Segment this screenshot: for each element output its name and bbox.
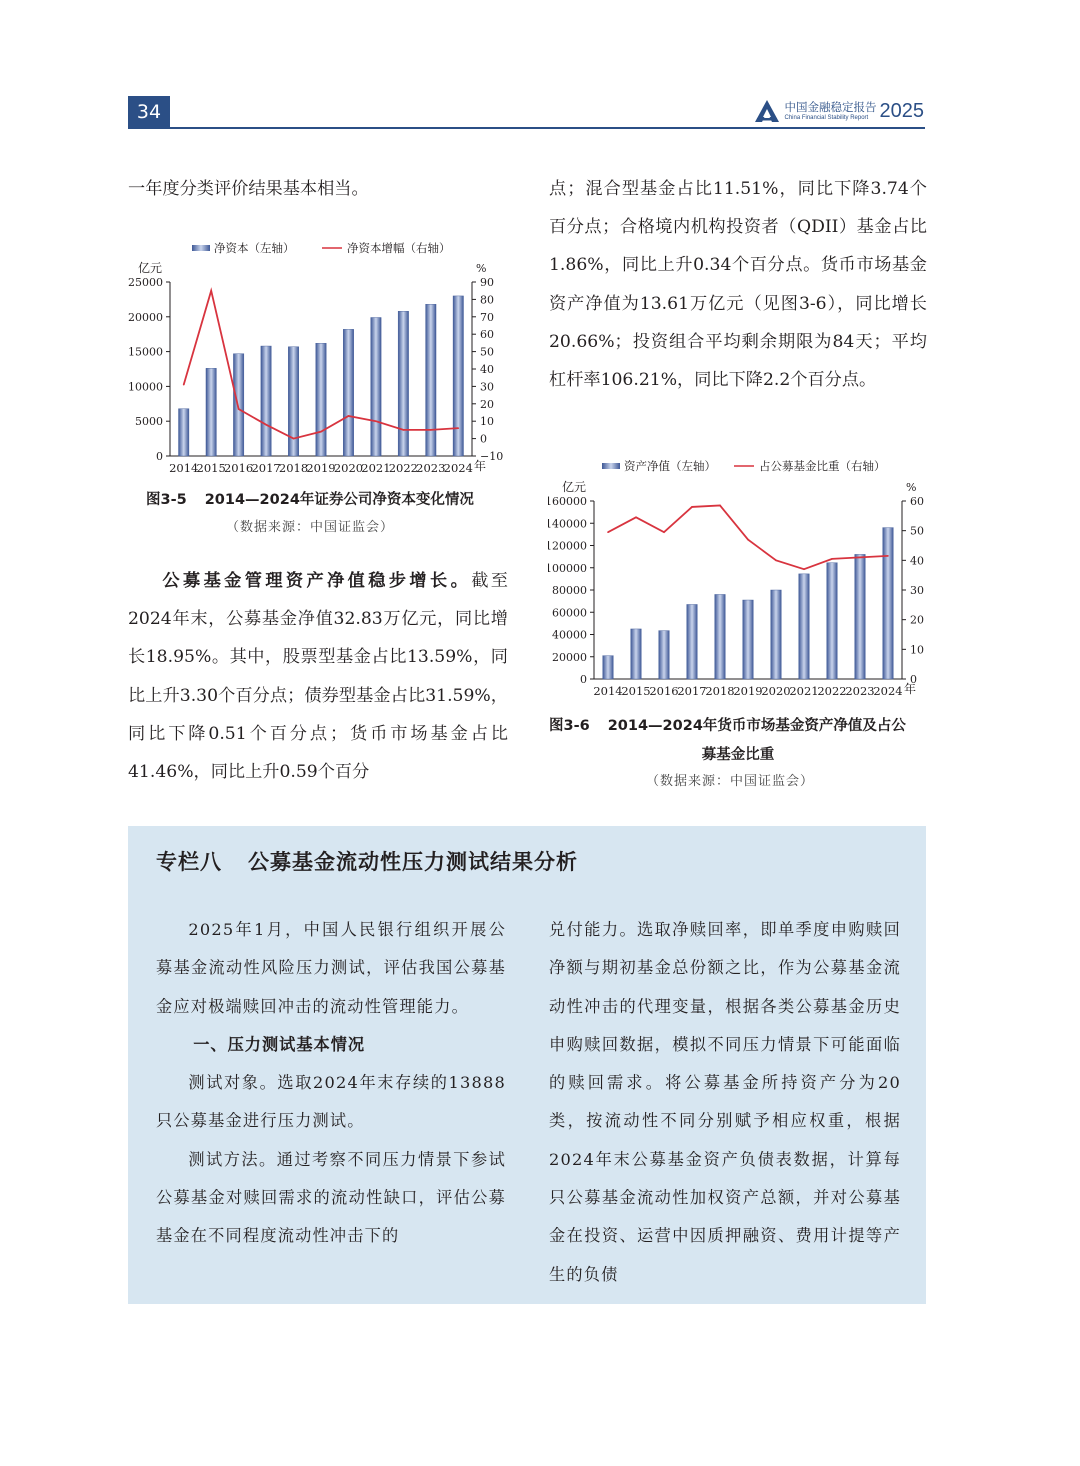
right-axis-tick-label: 80 xyxy=(480,293,494,307)
legend-bar-label: 资产净值（左轴） xyxy=(624,459,716,473)
right-axis-tick-label: 30 xyxy=(480,380,494,394)
report-title-en: China Financial Stability Report xyxy=(784,114,869,121)
box-right-paragraph: 兑付能力。选取净赎回率，即单季度申购赎回净额与期初基金总份额之比，作为公募基金流动性冲击的代理变量，根据各类公募基金历史申购赎回数据，模拟不同压力情景下可能面临的赎回需求。将公募基金所持资产分为20类，按流动性不同分别赋予相应权重，根据2024年末公募基金资产负债表数据，计算每只公募基金流动性加权资产总额，并对公募基金在投资、运营中因质押融资、费用计提等产生的负债 xyxy=(549,920,901,1284)
left-axis-tick-label: 0 xyxy=(156,450,163,463)
bar-2024 xyxy=(453,296,463,456)
line-point-2022 xyxy=(403,429,405,431)
right-axis-tick-label: 10 xyxy=(910,643,924,657)
right-axis-tick-label: 30 xyxy=(910,584,924,597)
right-paragraph: 点；混合型基金占比11.51%，同比下降3.74个百分点；合格境内机构投资者（QDII）基金占比1.86%，同比上升0.34个百分点。货币市场基金资产净值为13.61万亿元（见图3-6），同比增长20.66%；投资组合平均剩余期限为84天；平均杠杆率106.21%，同比下降2.2个百分点。 xyxy=(549,179,927,391)
bar-2014 xyxy=(179,409,189,456)
left-axis-tick-label: 60000 xyxy=(552,606,587,620)
chart-fig-3-5-svg xyxy=(128,236,508,480)
line-point-2015 xyxy=(210,290,212,292)
bar-2020 xyxy=(771,590,782,679)
chart-fig-3-6-svg xyxy=(548,455,928,705)
right-axis-tick-label: −10 xyxy=(480,450,504,463)
bar-2021 xyxy=(799,574,810,679)
legend-bar-swatch xyxy=(192,245,210,251)
line-point-2022 xyxy=(831,558,833,560)
x-tick-label: 2018 xyxy=(278,461,309,475)
left-column-top xyxy=(128,170,508,208)
x-tick-label: 2014 xyxy=(593,684,623,698)
box-title xyxy=(156,846,578,876)
right-axis-tick-label: 60 xyxy=(480,328,494,342)
x-tick-label: 2017 xyxy=(677,684,707,698)
report-title-cn: 中国金融稳定报告 xyxy=(784,99,877,114)
left-axis-tick-label: 20000 xyxy=(552,650,587,664)
line-point-2019 xyxy=(320,431,322,433)
x-tick-label: 2023 xyxy=(845,684,875,698)
legend-bar-swatch xyxy=(602,463,620,469)
line-point-2020 xyxy=(775,560,777,562)
box-title-label: 专栏八 xyxy=(156,850,222,874)
caption-label: 图3-5 xyxy=(146,492,187,508)
line-point-2017 xyxy=(691,506,693,508)
right-axis-tick-label: 20 xyxy=(480,397,494,411)
right-axis-unit: % xyxy=(476,262,487,275)
line-point-2016 xyxy=(663,531,665,533)
line-point-2015 xyxy=(635,517,637,519)
right-axis-tick-label: 0 xyxy=(910,673,917,686)
x-tick-label: 2020 xyxy=(333,461,364,475)
right-column-body xyxy=(549,170,927,399)
header-rule xyxy=(170,127,925,129)
line-point-2019 xyxy=(747,539,749,541)
right-axis-tick-label: 50 xyxy=(480,345,494,359)
line-point-2014 xyxy=(607,531,609,533)
left-axis-tick-label: 5000 xyxy=(135,415,163,429)
x-tick-label: 2016 xyxy=(649,684,679,698)
bar-2023 xyxy=(426,304,436,456)
right-axis-tick-label: 90 xyxy=(480,276,494,289)
right-axis-tick-label: 10 xyxy=(480,415,494,429)
left-axis-tick-label: 40000 xyxy=(552,628,587,642)
bar-2018 xyxy=(288,347,298,456)
right-axis-tick-label: 40 xyxy=(480,363,494,376)
line-point-2020 xyxy=(348,415,350,417)
line-point-2021 xyxy=(803,568,805,570)
caption-fig-3-6 xyxy=(549,712,927,770)
report-year: 2025 xyxy=(879,100,924,122)
bar-2018 xyxy=(715,594,726,679)
x-tick-label: 2019 xyxy=(733,684,763,698)
box-intro-paragraph: 2025年1月，中国人民银行组织开展公募基金流动性风险压力测试，评估我国公募基金应对极端赎回冲击的流动性管理能力。 xyxy=(156,920,506,1016)
chart-fig-3-6 xyxy=(548,455,928,705)
left-axis-tick-label: 100000 xyxy=(548,561,587,575)
bar-2019 xyxy=(316,343,326,456)
bar-2014 xyxy=(603,656,614,679)
report-brand xyxy=(754,98,925,124)
bar-2022 xyxy=(398,311,408,456)
line-point-2018 xyxy=(293,438,295,440)
line-point-2017 xyxy=(265,424,267,426)
bar-2019 xyxy=(743,600,754,679)
bar-2020 xyxy=(343,329,353,456)
caption-title-part2: 募基金比重 xyxy=(701,747,775,763)
para-lead: 公募基金管理资产净值稳步增长。 xyxy=(162,571,472,591)
box-title-text: 公募基金流动性压力测试结果分析 xyxy=(248,850,578,874)
legend-bar-label: 净资本（左轴） xyxy=(214,241,295,255)
para-rest: 截至2024年末，公募基金净值32.83万亿元，同比增长18.95%。其中，股票型基金占比13.59%，同比上升3.30个百分点；债券型基金占比31.59%，同比下降0.51个百分点；货币市场基金占比41.46%，同比上升0.59个百分 xyxy=(128,571,508,783)
bar-2024 xyxy=(883,528,894,679)
line-point-2016 xyxy=(238,408,240,410)
left-axis-tick-label: 120000 xyxy=(548,539,587,553)
line-point-2024 xyxy=(457,427,459,429)
right-axis-unit: % xyxy=(906,481,917,494)
line-point-2024 xyxy=(887,555,889,557)
report-logo-icon xyxy=(754,99,780,123)
legend-line-label: 净资本增幅（右轴） xyxy=(347,241,451,255)
bar-2022 xyxy=(827,563,838,679)
net-value-paragraph xyxy=(128,562,508,791)
top-line: 一年度分类评价结果基本相当。 xyxy=(128,179,369,199)
bar-2023 xyxy=(855,554,866,679)
left-column-body xyxy=(128,562,508,791)
legend-line-label: 占公募基金比重（右轴） xyxy=(759,459,886,473)
box-left-column xyxy=(156,911,506,1256)
bar-2017 xyxy=(687,604,698,679)
bar-2015 xyxy=(206,368,216,456)
right-axis-tick-label: 20 xyxy=(910,613,924,627)
left-axis-tick-label: 20000 xyxy=(128,310,163,324)
bar-2015 xyxy=(631,629,642,679)
x-tick-label: 2024 xyxy=(443,461,473,475)
x-tick-label: 2015 xyxy=(196,461,226,475)
caption-title-part1: 2014—2024年货币市场基金资产净值及占公 xyxy=(607,718,906,734)
line-point-2023 xyxy=(430,429,432,431)
x-tick-label: 2016 xyxy=(223,461,254,475)
caption-fig-3-5 xyxy=(146,488,516,509)
left-axis-tick-label: 0 xyxy=(580,673,587,686)
x-tick-label: 2017 xyxy=(251,461,281,475)
left-axis-tick-label: 10000 xyxy=(128,380,163,394)
x-tick-label: 2019 xyxy=(306,461,336,475)
x-tick-label: 2018 xyxy=(705,684,735,698)
box-right-column xyxy=(549,911,901,1294)
left-axis-tick-label: 140000 xyxy=(548,517,587,531)
line-series xyxy=(608,505,888,569)
source-fig-3-6: （数据来源：中国证监会） xyxy=(646,774,815,789)
left-axis-unit: 亿元 xyxy=(138,261,163,275)
right-axis-tick-label: 0 xyxy=(480,432,487,446)
right-axis-tick-label: 60 xyxy=(910,495,924,508)
x-axis-unit: 年 xyxy=(904,682,917,696)
bar-2021 xyxy=(371,317,381,456)
bar-2017 xyxy=(261,346,271,456)
right-axis-tick-label: 40 xyxy=(910,554,924,568)
box-section-heading: 一、压力测试基本情况 xyxy=(193,1034,366,1054)
chart-fig-3-5 xyxy=(128,236,508,480)
right-axis-tick-label: 50 xyxy=(910,524,924,538)
bar-2016 xyxy=(659,631,670,679)
line-point-2014 xyxy=(183,384,185,386)
left-axis-tick-label: 25000 xyxy=(128,276,163,289)
x-tick-label: 2022 xyxy=(388,461,419,475)
left-axis-unit: 亿元 xyxy=(562,480,587,494)
left-axis-tick-label: 15000 xyxy=(128,345,163,359)
x-tick-label: 2015 xyxy=(621,684,651,698)
line-point-2018 xyxy=(719,505,721,507)
line-point-2021 xyxy=(375,420,377,422)
x-axis-unit: 年 xyxy=(474,459,487,473)
x-tick-label: 2022 xyxy=(817,684,847,698)
bar-2016 xyxy=(233,354,243,456)
source-fig-3-5: （数据来源：中国证监会） xyxy=(226,520,395,535)
right-axis-tick-label: 70 xyxy=(480,310,494,324)
caption-title: 2014—2024年证券公司净资本变化情况 xyxy=(204,492,474,508)
line-point-2023 xyxy=(859,557,861,559)
left-axis-tick-label: 160000 xyxy=(548,495,587,508)
x-tick-label: 2021 xyxy=(789,684,819,698)
x-tick-label: 2020 xyxy=(761,684,791,698)
box-test-object-paragraph: 测试对象。选取2024年末存续的13888只公募基金进行压力测试。 xyxy=(156,1073,506,1131)
box-test-method-paragraph: 测试方法。通过考察不同压力情景下参试公募基金对赎回需求的流动性缺口，评估公募基金在不同程度流动性冲击下的 xyxy=(156,1149,506,1246)
x-tick-label: 2024 xyxy=(873,684,903,698)
x-tick-label: 2014 xyxy=(169,461,199,475)
caption-label: 图3-6 xyxy=(549,718,590,734)
x-tick-label: 2023 xyxy=(416,461,446,475)
left-axis-tick-label: 80000 xyxy=(552,584,587,597)
x-tick-label: 2021 xyxy=(361,461,391,475)
page-number: 34 xyxy=(128,96,170,129)
